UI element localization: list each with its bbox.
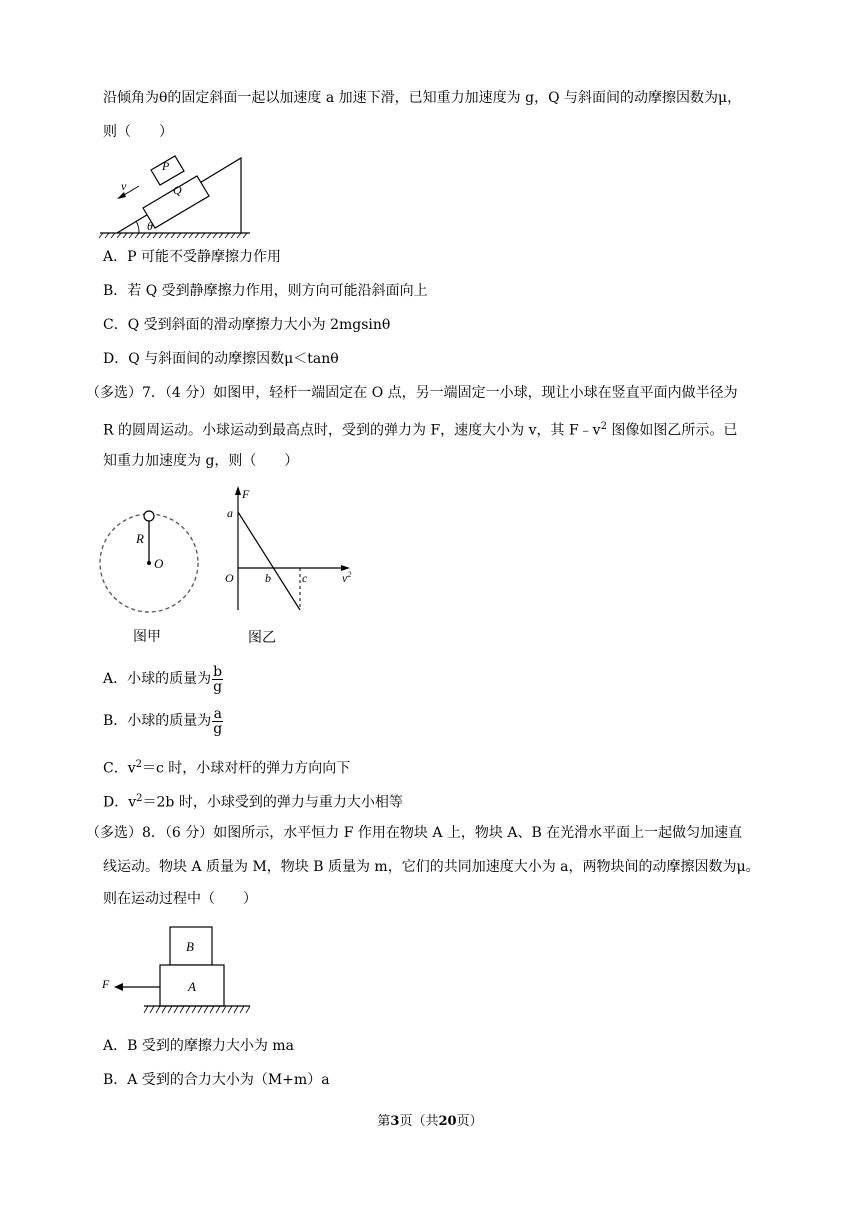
block-b-label: B — [186, 939, 194, 954]
figure-yi-caption: 图乙 — [248, 630, 276, 646]
q7-option-d-sup: 2 — [136, 793, 143, 804]
q7-option-c-a: C．v — [103, 760, 136, 777]
c-label: c — [302, 571, 308, 585]
p-label: P — [162, 159, 170, 173]
q7-stem-line2 — [103, 417, 737, 441]
frac-numerator: a — [213, 705, 222, 722]
figure-jia-caption: 图甲 — [133, 629, 161, 645]
figure-yi — [220, 482, 370, 652]
q6-option-a: A．P 可能不受静摩擦力作用 — [103, 249, 281, 265]
r-label: R — [136, 531, 144, 546]
q7-option-d-a: D．v — [103, 794, 137, 811]
q8-option-b: B．A 受到的合力大小为（M+m）a — [103, 1072, 330, 1088]
q8-stem-line2: 线运动。物块 A 质量为 M，物块 B 质量为 m，它们的共同加速度大小为 a，两物块间的动摩擦因数为μ。 — [103, 859, 760, 875]
q6-option-d: D．Q 与斜面间的动摩擦因数μ＜tanθ — [103, 351, 339, 367]
blocks-figure — [100, 920, 260, 1020]
q7-stem-line2-b: 图像如图乙所示。已 — [606, 422, 738, 439]
q7-option-b — [103, 706, 223, 736]
q7-option-a-fraction — [212, 665, 223, 694]
frac-numerator: b — [213, 663, 223, 680]
v-axis-letter: v — [342, 571, 348, 585]
q-label: Q — [173, 183, 182, 197]
q6-stem-line1: 沿倾角为θ的固定斜面一起以加速度 a 加速下滑，已知重力加速度为 g，Q 与斜面间的动摩擦因数为μ， — [103, 90, 742, 106]
a-intercept-label: a — [227, 506, 233, 520]
page-footer — [0, 1110, 860, 1129]
q7-option-a-text: A．小球的质量为 — [103, 671, 212, 687]
block-a-label: A — [188, 979, 196, 994]
q7-stem-line3: 知重力加速度为 g，则（ ） — [103, 453, 299, 469]
origin-label: O — [225, 571, 234, 585]
frac-denominator: g — [213, 720, 223, 737]
q7-option-b-text: B．小球的质量为 — [103, 713, 212, 729]
q7-stem-line2-a: R 的圆周运动。小球运动到最高点时，受到的弹力为 F，速度大小为 v，其 F﹣v — [103, 422, 601, 439]
q7-option-d — [103, 789, 403, 813]
theta-label: θ — [147, 219, 153, 233]
q8-stem-line3: 则在运动过程中（ ） — [103, 891, 257, 907]
v-label: v — [121, 179, 127, 193]
q6-stem-line2: 则（ ） — [103, 124, 173, 140]
q7-stem-line1: （多选）7．（4 分）如图甲，轻杆一端固定在 O 点，另一端固定一小球，现让小球在竖直平面内做半径为 — [86, 385, 738, 401]
figure-jia — [96, 505, 211, 650]
q7-option-b-fraction — [212, 707, 223, 736]
q8-option-a: A．B 受到的摩擦力大小为 ma — [103, 1038, 294, 1054]
footer-pre: 第 — [377, 1114, 391, 1129]
footer-total-pages: 20 — [438, 1114, 457, 1129]
f-force-label: F — [102, 977, 110, 991]
incline-figure — [95, 150, 255, 240]
footer-page-number: 3 — [390, 1114, 400, 1129]
q7-option-c-b: ＝c 时，小球对杆的弹力方向向下 — [142, 760, 351, 777]
q7-option-c-sup: 2 — [135, 759, 142, 770]
q7-stem-sup: 2 — [600, 421, 607, 432]
footer-post: 页） — [456, 1114, 483, 1129]
v-axis-sup: 2 — [347, 570, 352, 579]
q7-option-c — [103, 755, 350, 779]
q6-option-c: C．Q 受到斜面的滑动摩擦力大小为 2mgsinθ — [103, 317, 391, 333]
q7-option-a — [103, 664, 223, 694]
q8-stem-line1: （多选）8．（6 分）如图所示，水平恒力 F 作用在物块 A 上，物块 A、B 在光滑水平面上一起做匀加速直 — [86, 825, 743, 841]
v2-axis-label — [342, 570, 351, 585]
footer-mid: 页（共 — [399, 1114, 439, 1129]
q7-option-d-b: ＝2b 时，小球受到的弹力与重力大小相等 — [142, 794, 403, 811]
f-axis-label: F — [242, 487, 250, 501]
frac-denominator: g — [213, 678, 223, 695]
o-label: O — [154, 556, 164, 571]
q6-option-b: B．若 Q 受到静摩擦力作用，则方向可能沿斜面向上 — [103, 283, 428, 299]
b-intercept-label: b — [265, 571, 271, 585]
